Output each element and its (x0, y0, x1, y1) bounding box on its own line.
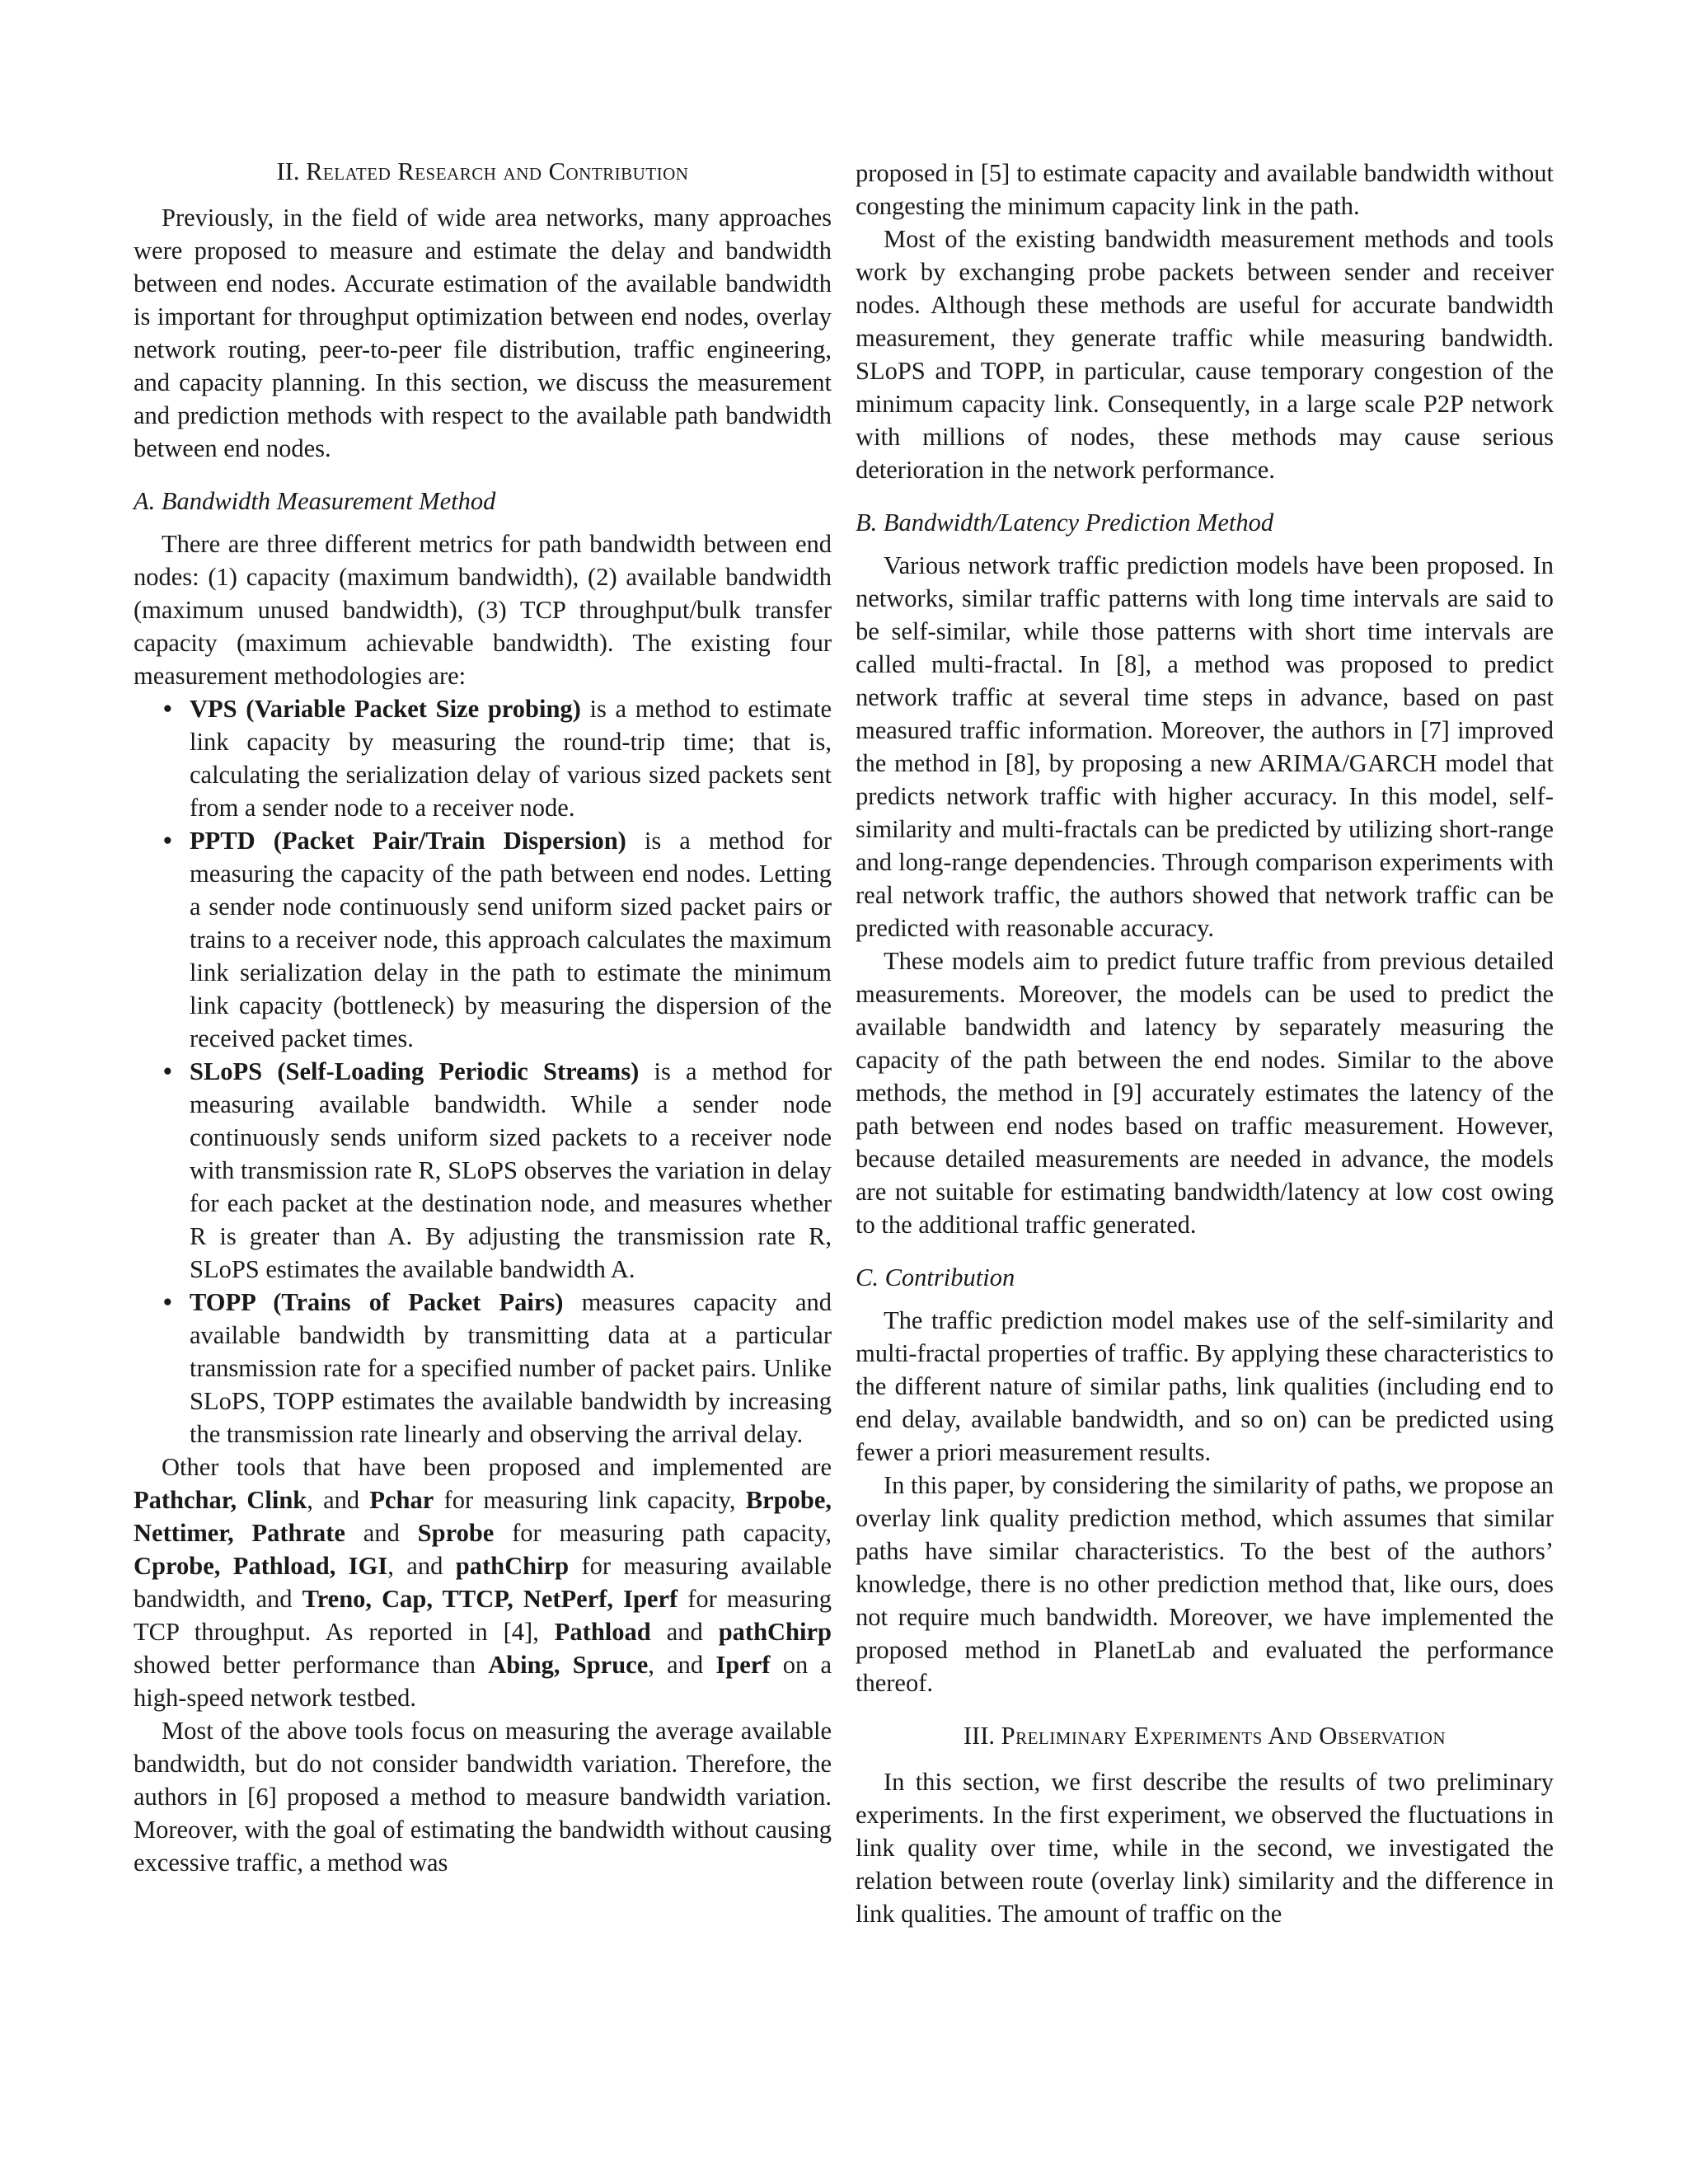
list-term: VPS (Variable Packet Size probing) (190, 695, 581, 723)
list-term: TOPP (Trains of Packet Pairs) (190, 1288, 564, 1316)
prediction-models-paragraph: Various network traffic prediction models have been proposed. In networks, similar traffic patterns with long time intervals are said to be self-similar, while those patterns with short time intervals are called multi-fractal. In [8], a method was proposed to predict network traffic at several time steps in advance, based on past measured traffic information. Moreover, the authors in [7] improved the method in [8], by proposing a new ARIMA/GARCH model that predicts network traffic with higher accuracy. In this model, self-similarity and multi-fractals can be predicted by utilizing short-range and long-range dependencies. Through comparison experiments with real network traffic, the authors showed that network traffic can be predicted with reasonable accuracy. (856, 551, 1554, 942)
proposal-paragraph: In this paper, by considering the similarity of paths, we propose an overlay link quality prediction method, which assumes that similar paths have similar characteristics. To the best of the authors’ knowledge, there is no other prediction method that, like ours, does not require much bandwidth. Moreover, we have implemented the proposed method in PlanetLab and evaluated the performance thereof. (856, 1471, 1554, 1697)
left-column (134, 155, 832, 1879)
section-2-number: II. (276, 157, 300, 185)
metrics-paragraph: There are three different metrics for path bandwidth between end nodes: (1) capacity (maximum bandwidth), (2) available bandwidth (maximum unused bandwidth), (3) TCP throughput/bulk transfer capacity (maximum achievable bandwidth). The existing four measurement methodologies are: (134, 530, 832, 690)
list-term: PPTD (Packet Pair/Train Dispersion) (190, 827, 626, 855)
section-3-paragraph: In this section, we first describe the results of two preliminary experiments. In the first experiment, we observed the fluctuations in link quality over time, while in the second, we investigated the relation between route (overlay link) similarity and the difference in link qualities. The amount of traffic on the (856, 1768, 1554, 1928)
methodology-list (134, 692, 832, 1451)
bullet-icon: • (163, 827, 172, 855)
most-tools-paragraph: Most of the above tools focus on measuring the average available bandwidth, but do not consider bandwidth variation. Therefore, the authors in [6] proposed a method to measure bandwidth variation. Moreover, with the goal of estimating the bandwidth without causing excessive traffic, a method was (134, 1717, 832, 1877)
list-text: measures capacity and available bandwidth by transmitting data at a particular transmission rate for a specified number of packet pairs. Unlike SLoPS, TOPP estimates the available bandwidth by increasing the transmission rate linearly and observing the arrival delay. (190, 1288, 832, 1448)
list-text: is a method for measuring the capacity of the path between end nodes. Letting a sender node continuously send uniform sized packet pairs or trains to a receiver node, this approach calculates the maximum link serialization delay in the path to estimate the minimum link capacity (bottleneck) by measuring the dispersion of the received packet times. (190, 827, 832, 1052)
list-item-topp (163, 1286, 832, 1451)
section-3-number: III. (963, 1722, 995, 1750)
list-item-vps (163, 692, 832, 824)
section-3-title: Preliminary Experiments And Observation (1001, 1722, 1447, 1750)
subsection-b-heading: B. Bandwidth/Latency Prediction Method (856, 509, 1274, 537)
list-term: SLoPS (Self-Loading Periodic Streams) (190, 1057, 640, 1085)
models-aim-paragraph: These models aim to predict future traffic from previous detailed measurements. Moreover, the models can be used to predict the available bandwidth and latency by separately measuring the capacity of the path between the end nodes. Similar to the above methods, the method in [9] accurately estimates the latency of the path between end nodes based on traffic measurement. However, because detailed measurements are needed in advance, the models are not suitable for estimating bandwidth/latency at low cost owing to the additional traffic generated. (856, 947, 1554, 1239)
bullet-icon: • (163, 695, 172, 723)
list-item-pptd (163, 824, 832, 1055)
intro-paragraph: Previously, in the field of wide area networks, many approaches were proposed to measure and estimate the delay and bandwidth between end nodes. Accurate estimation of the available bandwidth is important for throughput optimization between end nodes, overlay network routing, peer-to-peer file distribution, traffic engineering, and capacity planning. In this section, we discuss the measurement and prediction methods with respect to the available path bandwidth between end nodes. (134, 204, 832, 462)
section-2-title: Related Research and Contribution (306, 157, 689, 185)
bullet-icon: • (163, 1288, 172, 1316)
section-2-heading (134, 155, 832, 188)
continued-paragraph: proposed in [5] to estimate capacity and available bandwidth without congesting the minimum capacity link in the path. (856, 159, 1554, 220)
existing-methods-paragraph: Most of the existing bandwidth measurement methods and tools work by exchanging probe packets between sender and receiver nodes. Although these methods are useful for accurate bandwidth measurement, they generate traffic while measuring bandwidth. SLoPS and TOPP, in particular, cause temporary congestion of the minimum capacity link. Consequently, in a large scale P2P network with millions of nodes, these methods may cause serious deterioration in the network performance. (856, 225, 1554, 484)
other-tools-paragraph: Other tools that have been proposed and implemented are Pathchar, Clink, and Pchar for measuring link capacity, Brpobe, Nettimer, Pathrate and Sprobe for measuring path capacity, Cprobe, Pathload, IGI, and pathChirp for measuring available bandwidth, and Treno, Cap, TTCP, NetPerf, Iperf for measuring TCP throughput. As reported in [4], Pathload and pathChirp showed better performance than Abing, Spruce, and Iperf on a high-speed network testbed. (134, 1453, 832, 1712)
subsection-c-heading: C. Contribution (856, 1263, 1015, 1291)
section-3-heading (856, 1719, 1554, 1752)
list-text: is a method to estimate link capacity by measuring the round-trip time; that is, calculating the serialization delay of various sized packets sent from a sender node to a receiver node. (190, 695, 832, 822)
right-column (856, 157, 1554, 1930)
subsection-a-heading: A. Bandwidth Measurement Method (134, 487, 496, 515)
list-item-slops (163, 1055, 832, 1286)
traffic-model-paragraph: The traffic prediction model makes use of the self-similarity and multi-fractal properties of traffic. By applying these characteristics to the different nature of similar paths, link qualities (including end to end delay, available bandwidth, and so on) can be predicted using fewer a priori measurement results. (856, 1306, 1554, 1466)
bullet-icon: • (163, 1057, 172, 1085)
list-text: is a method for measuring available bandwidth. While a sender node continuously sends uniform sized packets to a receiver node with transmission rate R, SLoPS observes the variation in delay for each packet at the destination node, and measures whether R is greater than A. By adjusting the transmission rate R, SLoPS estimates the available bandwidth A. (190, 1057, 832, 1283)
